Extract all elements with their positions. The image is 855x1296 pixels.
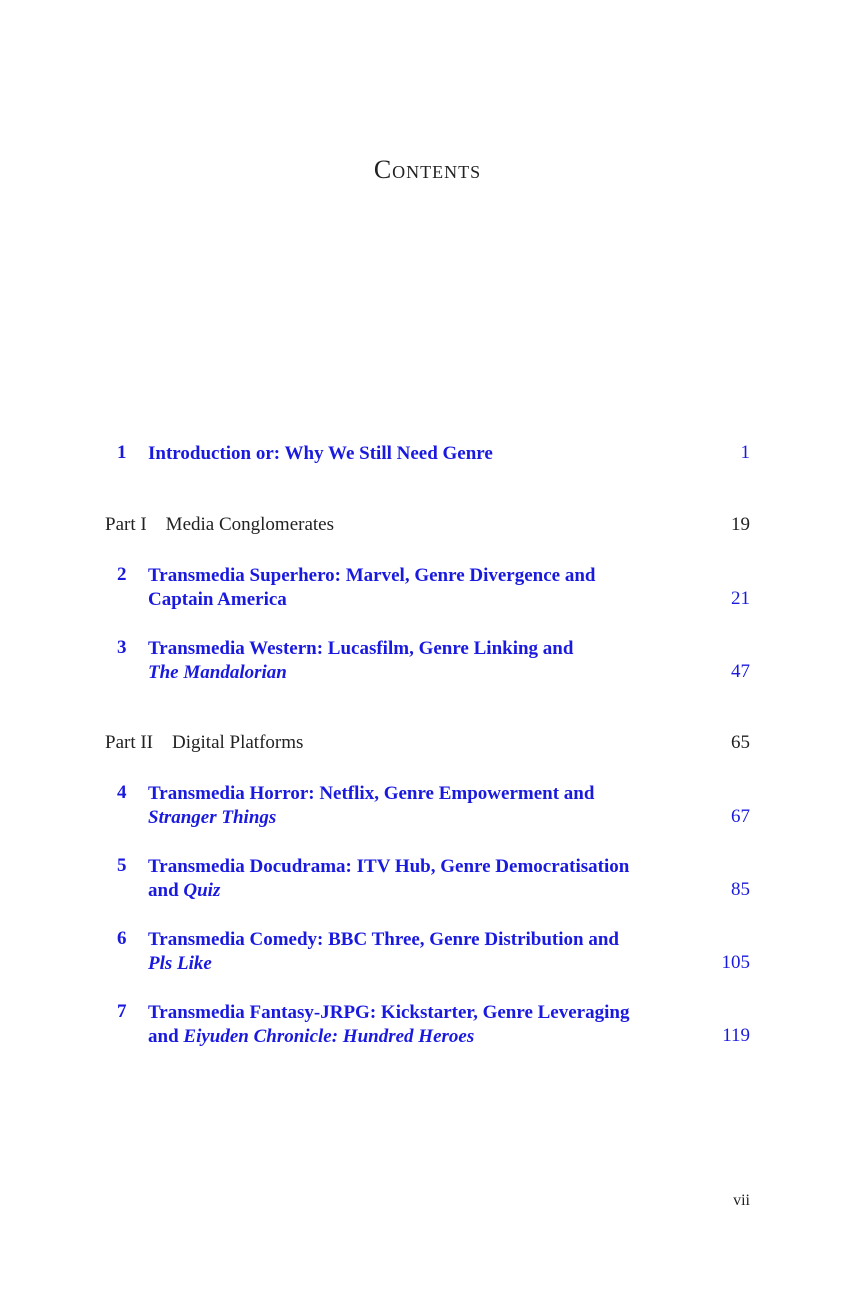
chapter-page-number[interactable]: 47 [731,661,750,682]
chapter-page-number[interactable]: 1 [740,442,750,463]
chapter-number: 6 [117,928,127,949]
chapter-title[interactable]: Transmedia Horror: Netflix, Genre Empowerment and Stranger Things [148,783,595,828]
chapter-title[interactable]: Transmedia Western: Lucasfilm, Genre Linking and The Mandalorian [148,638,574,683]
chapter-title[interactable]: Introduction or: Why We Still Need Genre [148,443,493,464]
chapter-page-number[interactable]: 85 [731,879,750,900]
chapter-title[interactable]: Transmedia Comedy: BBC Three, Genre Distribution and Pls Like [148,929,619,974]
chapter-page-number[interactable]: 119 [722,1025,750,1046]
page-title: Contents [373,155,482,184]
part-title: Part I Media Conglomerates [105,514,335,535]
chapter-title[interactable]: Transmedia Superhero: Marvel, Genre Divergence and Captain America [148,565,596,610]
chapter-number: 4 [117,782,127,803]
chapter-number: 7 [117,1001,127,1022]
part-page-number: 65 [731,732,750,753]
chapter-page-number[interactable]: 67 [731,806,750,827]
chapter-number: 3 [117,637,127,658]
chapter-number: 1 [117,442,127,463]
chapter-page-number[interactable]: 105 [721,952,750,973]
chapter-number: 5 [117,855,127,876]
part-page-number: 19 [731,514,750,535]
part-title: Part II Digital Platforms [105,732,304,753]
folio-page-number: vii [733,1192,750,1209]
chapter-page-number[interactable]: 21 [731,588,750,609]
chapter-number: 2 [117,564,127,585]
chapter-title[interactable]: Transmedia Docudrama: ITV Hub, Genre Democratisation and Quiz [148,856,630,901]
chapter-title[interactable]: Transmedia Fantasy-JRPG: Kickstarter, Genre Leveraging and Eiyuden Chronicle: Hundred Heroes [148,1002,630,1047]
